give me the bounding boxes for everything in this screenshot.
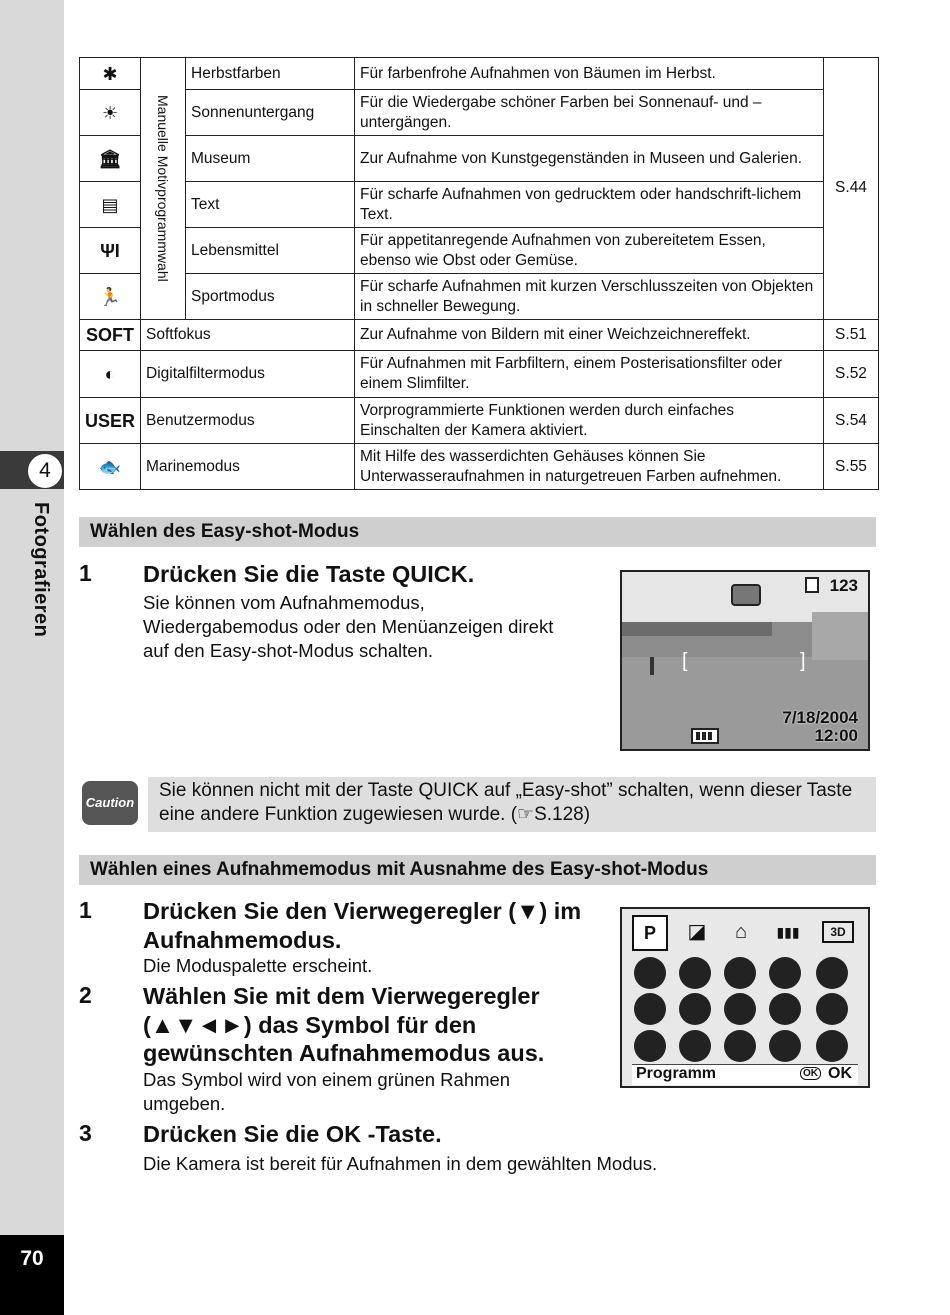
program-mode-icon[interactable]: P bbox=[632, 915, 668, 951]
table-row bbox=[80, 320, 879, 351]
group-label: Manuelle Motivprogrammwahl bbox=[155, 95, 172, 282]
mode-desc: Mit Hilfe des wasserdichten Gehäuses können Sie Unterwasseraufnahmen in naturgetreuen Farben aufnehmen. bbox=[355, 444, 824, 490]
mode-name: Herbstfarben bbox=[186, 58, 355, 90]
table-row bbox=[80, 444, 879, 490]
svg-text:[: [ bbox=[682, 650, 688, 672]
lcd-date: 7/18/2004 bbox=[782, 708, 858, 727]
step-text: Sie können vom Aufnahmemodus, Wiedergabemodus oder den Menüanzeigen direkt auf den Easy-shot-Modus schalten. bbox=[143, 592, 554, 661]
step-text: Die Kamera ist bereit für Aufnahmen in dem gewählten Modus. bbox=[143, 1153, 658, 1174]
step-number: 1 bbox=[79, 897, 92, 923]
mode-desc: Für Aufnahmen mit Farbfiltern, einem Posterisationsfilter oder einem Slimfilter. bbox=[355, 351, 824, 398]
mode-name: Sonnenuntergang bbox=[186, 90, 355, 136]
mode-ref: S.55 bbox=[824, 444, 879, 490]
mode-label: Programm bbox=[636, 1065, 717, 1082]
mode-name: Lebensmittel bbox=[186, 228, 355, 274]
mode-name: Benutzermodus bbox=[141, 398, 355, 444]
3d-mode-icon[interactable]: 3D bbox=[822, 921, 854, 943]
mode-desc: Für scharfe Aufnahmen mit kurzen Verschlusszeiten von Objekten in schneller Bewegung. bbox=[355, 274, 824, 320]
section-heading: Wählen eines Aufnahmemodus mit Ausnahme des Easy-shot-Modus bbox=[79, 855, 876, 885]
mode-name: Digitalfiltermodus bbox=[141, 351, 355, 398]
museum-icon: 🏛 bbox=[80, 136, 141, 182]
mode-table bbox=[79, 57, 879, 490]
digital-filter-icon: ◐ bbox=[80, 351, 141, 398]
page-number: 70 bbox=[20, 1247, 44, 1270]
table-row bbox=[80, 228, 879, 274]
table-row bbox=[80, 398, 879, 444]
mode-name: Text bbox=[186, 182, 355, 228]
step-heading: Drücken Sie den Vierwegeregler (▼) im Aufnahmemodus. bbox=[143, 898, 582, 953]
sunset-icon: ☀ bbox=[80, 90, 141, 136]
table-row bbox=[80, 351, 879, 398]
mode-label-bar bbox=[632, 1064, 858, 1085]
user-icon: USER bbox=[80, 398, 141, 444]
group-label-cell bbox=[141, 58, 186, 320]
fork-knife-icon: ΨI bbox=[80, 228, 141, 274]
soft-icon: SOFT bbox=[80, 320, 141, 351]
autumn-leaf-icon: ✱ bbox=[80, 58, 141, 90]
panorama-icon[interactable]: ▮▮▮ bbox=[776, 924, 800, 940]
table-row bbox=[80, 90, 879, 136]
mode-desc: Für scharfe Aufnahmen von gedrucktem oder handschrift-lichem Text. bbox=[355, 182, 824, 228]
mode-name: Museum bbox=[186, 136, 355, 182]
lcd-preview bbox=[620, 570, 870, 751]
group-ref: S.44 bbox=[824, 58, 879, 320]
mode-desc: Für appetitanregende Aufnahmen von zubereitetem Essen, ebenso wie Obst oder Gemüse. bbox=[355, 228, 824, 274]
mode-desc: Vorprogrammierte Funktionen werden durch einfaches Einschalten der Kamera aktiviert. bbox=[355, 398, 824, 444]
movie-icon[interactable]: ⌂ bbox=[734, 921, 748, 943]
mode-desc: Für farbenfrohe Aufnahmen von Bäumen im Herbst. bbox=[355, 58, 824, 90]
shots-remaining: 123 bbox=[829, 576, 858, 595]
caution-note: Sie können nicht mit der Taste QUICK auf „Easy-shot” schalten, wenn dieser Taste eine andere Funktion zugewiesen wurde. (☞S.128) bbox=[148, 777, 876, 832]
marine-fish-icon: 🐟 bbox=[80, 444, 141, 490]
step-heading: Drücken Sie die OK -Taste. bbox=[143, 1121, 442, 1147]
table-row bbox=[80, 274, 879, 320]
table-row bbox=[80, 58, 879, 90]
step-heading: Wählen Sie mit dem Vierwegeregler (▲▼◄►) das Symbol für den gewünschten Aufnahmemodus aus. bbox=[143, 983, 545, 1066]
mode-palette-screen bbox=[620, 907, 870, 1088]
mode-name: Marinemodus bbox=[141, 444, 355, 490]
chapter-number: 4 bbox=[27, 453, 63, 489]
table-row bbox=[80, 182, 879, 228]
runner-icon: 🏃 bbox=[80, 274, 141, 320]
step-text: Das Symbol wird von einem grünen Rahmen umgeben. bbox=[143, 1069, 511, 1114]
mode-desc: Zur Aufnahme von Kunstgegenständen in Museen und Galerien. bbox=[355, 136, 824, 182]
step-number: 3 bbox=[79, 1120, 92, 1146]
sidebar bbox=[0, 0, 64, 1315]
step-number: 1 bbox=[79, 560, 92, 586]
caution-badge-label: Caution bbox=[85, 795, 135, 810]
mode-name: Sportmodus bbox=[186, 274, 355, 320]
night-portrait-icon[interactable]: ◪ bbox=[687, 921, 707, 943]
chapter-title: Fotografieren bbox=[30, 502, 52, 638]
mode-icon-grid bbox=[622, 953, 868, 1073]
mode-ref: S.52 bbox=[824, 351, 879, 398]
lcd-time: 12:00 bbox=[814, 726, 858, 745]
caution-icon bbox=[82, 781, 138, 825]
mode-ref: S.51 bbox=[824, 320, 879, 351]
text-doc-icon: ▤ bbox=[80, 182, 141, 228]
table-row bbox=[80, 136, 879, 182]
mode-desc: Zur Aufnahme von Bildern mit einer Weichzeichnereffekt. bbox=[355, 320, 824, 351]
step-number: 2 bbox=[79, 982, 92, 1008]
step-text: Die Moduspalette erscheint. bbox=[143, 955, 373, 976]
mode-desc: Für die Wiedergabe schöner Farben bei Sonnenauf- und –untergängen. bbox=[355, 90, 824, 136]
ok-label: OK bbox=[828, 1065, 852, 1082]
mode-ref: S.54 bbox=[824, 398, 879, 444]
ok-button-icon: OK bbox=[800, 1067, 821, 1080]
section-heading: Wählen des Easy-shot-Modus bbox=[79, 517, 876, 547]
svg-text:]: ] bbox=[800, 650, 806, 672]
step-heading: Drücken Sie die Taste QUICK. bbox=[143, 561, 475, 587]
mode-name: Softfokus bbox=[141, 320, 355, 351]
